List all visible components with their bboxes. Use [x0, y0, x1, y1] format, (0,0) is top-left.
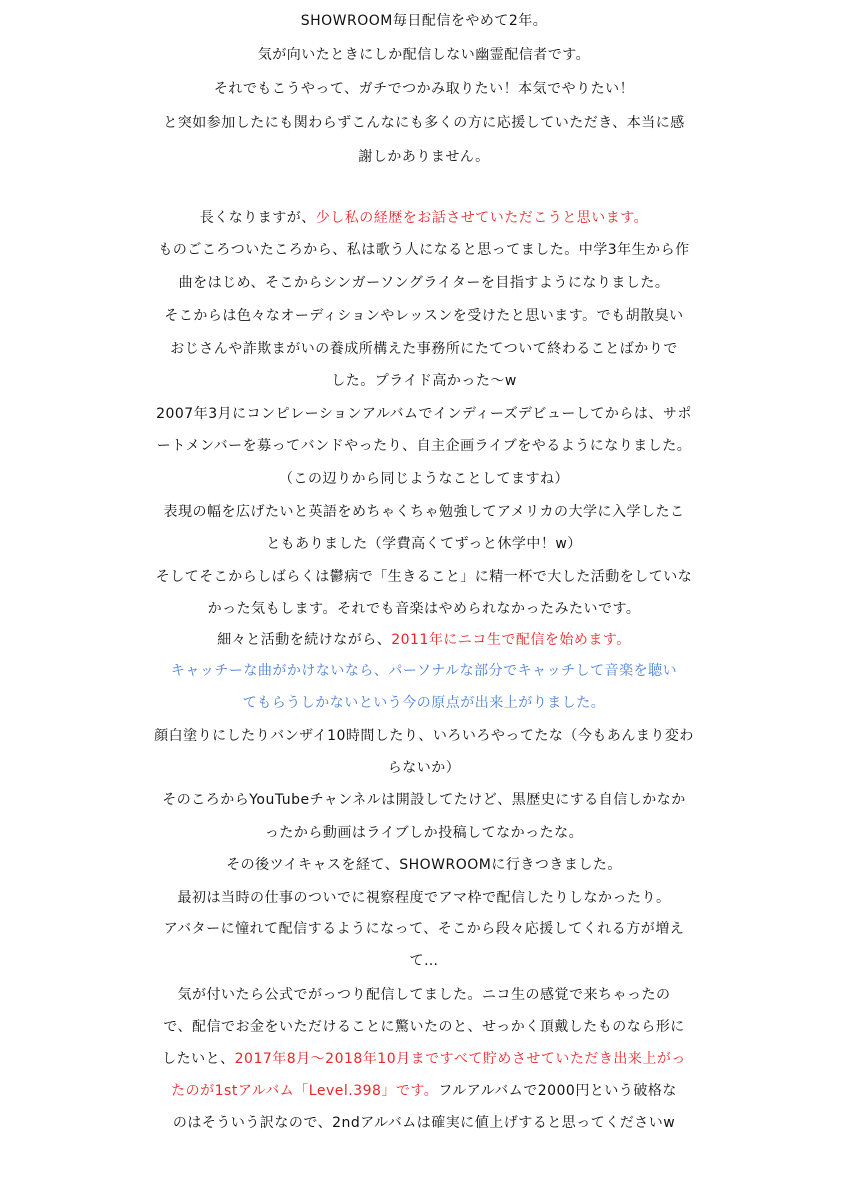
- body-text: 長くなりますが、: [199, 210, 316, 226]
- body-text: したいと、: [162, 1051, 235, 1067]
- body-text: で、配信でお金をいただけることに驚いたのと、せっかく頂戴したものなら形に: [163, 1019, 685, 1035]
- text-line: [0, 946, 848, 976]
- text-line: [0, 1044, 848, 1074]
- text-line: [0, 625, 848, 655]
- text-line: [0, 142, 848, 172]
- body-text: て…: [409, 953, 439, 969]
- text-line: [0, 688, 848, 718]
- text-line: [0, 980, 848, 1010]
- body-text: そしてそこからしばらくは鬱病で「生きること」に精一杯で大した活動をしていな: [155, 569, 693, 585]
- body-text: その後ツイキャスを経て、SHOWROOMに行きつきました。: [226, 857, 622, 873]
- body-text: 気が向いたときにしか配信しない幽霊配信者です。: [257, 47, 591, 63]
- text-line: [0, 562, 848, 592]
- highlight-blue-text: キャッチーな曲がかけないなら、パーソナルな部分でキャッチして音楽を聴い: [170, 663, 678, 679]
- text-line: [0, 656, 848, 686]
- text-line: [0, 431, 848, 461]
- body-text: ものごころついたころから、私は歌う人になると思ってました。中学3年生から作: [158, 242, 690, 258]
- highlight-blue-text: てもらうしかないという今の原点が出来上がりました。: [242, 695, 606, 711]
- body-text: ったから動画はライブしか投稿してなかったな。: [264, 825, 584, 841]
- text-line: [0, 1076, 848, 1106]
- text-line: [0, 497, 848, 527]
- text-line: [0, 203, 848, 233]
- text-line: [0, 235, 848, 265]
- body-text: 曲をはじめ、そこからシンガーソングライターを目指すようになりました。: [178, 275, 670, 291]
- body-text: 顔白塗りにしたりバンザイ10時間したり、いろいろやってたな（今もあんまり変わ: [154, 728, 694, 744]
- text-line: [0, 74, 848, 104]
- text-line: [0, 753, 848, 783]
- text-line: [0, 721, 848, 751]
- body-text: 謝しかありません。: [358, 149, 490, 165]
- text-line: [0, 818, 848, 848]
- text-line: [0, 850, 848, 880]
- text-line: [0, 594, 848, 624]
- body-text: 表現の幅を広げたいと英語をめちゃくちゃ勉強してアメリカの大学に入学したこ: [163, 504, 685, 520]
- text-line: [0, 785, 848, 815]
- highlight-red-text: 2011年にニコ生で配信を始めます。: [391, 632, 631, 648]
- text-line: [0, 1012, 848, 1042]
- body-text: ともありました（学費高くてずっと休学中！w）: [266, 536, 582, 552]
- text-line: [0, 464, 848, 494]
- body-text: 最初は当時の仕事のついでに視察程度でアマ枠で配信したりしなかったり。: [177, 890, 671, 906]
- body-text: 細々と活動を続けながら、: [217, 632, 392, 648]
- body-text: （この辺りから同じようなことしてますね）: [279, 471, 569, 487]
- body-text: 気が付いたら公式でがっつり配信してました。ニコ生の感覚で来ちゃったの: [177, 987, 671, 1003]
- text-line: [0, 366, 848, 396]
- body-text: かった気もします。それでも音楽はやめられなかったみたいです。: [207, 601, 641, 617]
- highlight-red-text: 少し私の経歴をお話させていただこうと思います。: [315, 210, 649, 226]
- body-text: アバターに憧れて配信するようになって、そこから段々応援してくれる方が増え: [163, 921, 685, 937]
- body-text: それでもこうやって、ガチでつかみ取りたい！本気でやりたい！: [213, 81, 635, 97]
- text-line: [0, 529, 848, 559]
- body-text: らないか）: [387, 760, 461, 776]
- body-text: SHOWROOM毎日配信をやめて2年。: [300, 13, 548, 29]
- highlight-red-text: たのが1stアルバム「Level.398」です。: [171, 1083, 439, 1099]
- body-text: フルアルバムで2000円という破格な: [438, 1083, 677, 1099]
- text-line: [0, 1108, 848, 1138]
- body-text: 2007年3月にコンピレーションアルバムでインディーズデビューしてからは、サポ: [156, 406, 692, 422]
- text-line: [0, 399, 848, 429]
- body-text: そこからは色々なオーディションやレッスンを受けたと思います。でも胡散臭い: [164, 308, 684, 324]
- body-text: おじさんや詐欺まがいの養成所構えた事務所にたてついて終わることばかりで: [170, 341, 678, 357]
- highlight-red-text: 2017年8月〜2018年10月まですべて貯めさせていただき出来上がっ: [234, 1051, 686, 1067]
- body-text: そのころからYouTubeチャンネルは開設してたけど、黒歴史にする自信しかなか: [162, 792, 686, 808]
- text-line: [0, 914, 848, 944]
- body-text: ートメンバーを募ってバンドやったり、自主企画ライブをやるようになりました。: [156, 438, 692, 454]
- body-text: した。プライド高かった〜w: [331, 373, 517, 389]
- text-line: [0, 6, 848, 36]
- body-text: と突如参加したにも関わらずこんなにも多くの方に応援していただき、本当に感: [163, 115, 685, 131]
- text-line: [0, 334, 848, 364]
- text-line: [0, 108, 848, 138]
- text-line: [0, 883, 848, 913]
- text-line: [0, 40, 848, 70]
- text-line: [0, 268, 848, 298]
- body-text: のはそういう訳なので、2ndアルバムは確実に値上げすると思ってくださいw: [172, 1115, 676, 1131]
- text-line: [0, 301, 848, 331]
